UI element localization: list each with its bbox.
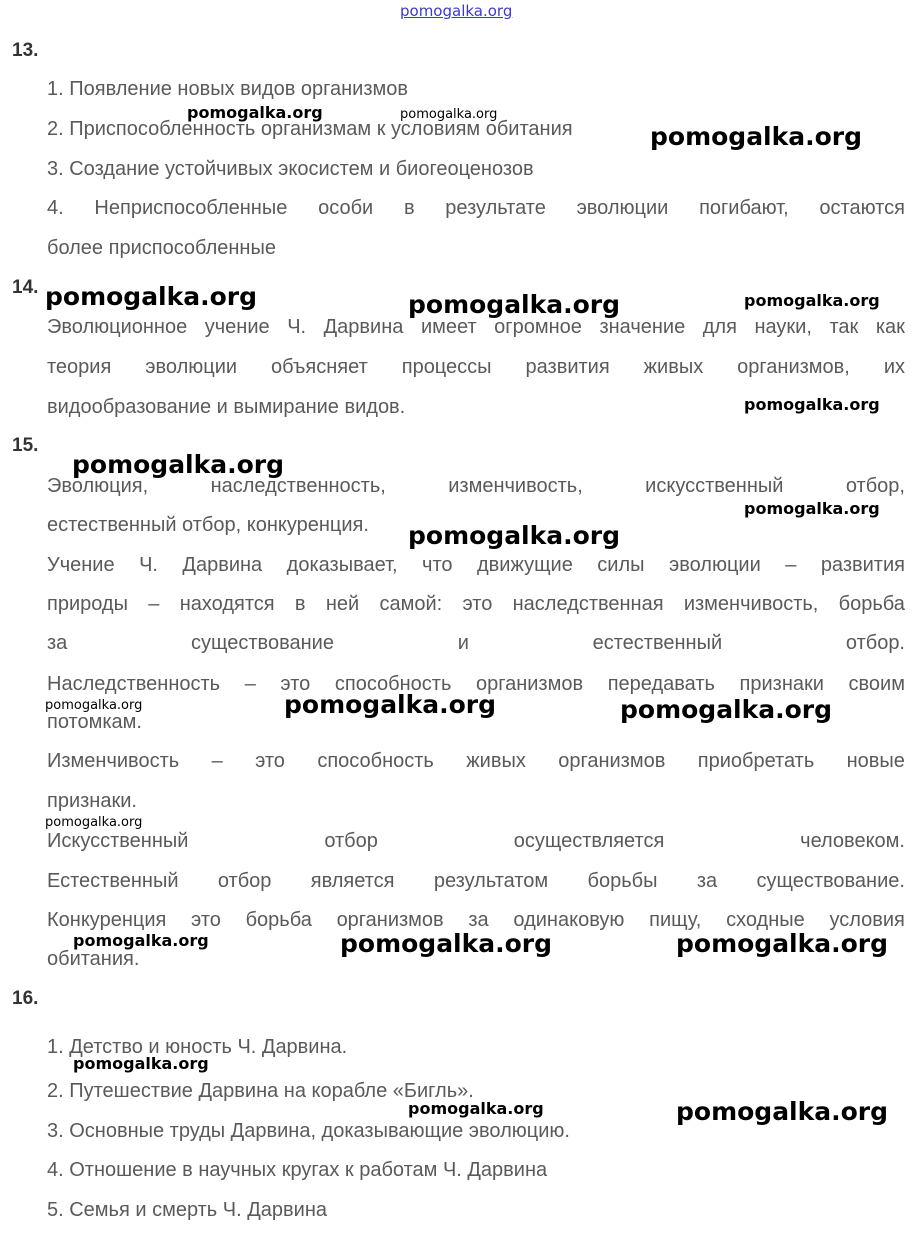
watermark: pomogalka.org [744, 291, 880, 310]
q15-p2: природы – находятся в ней самой: это наследственная изменчивость, борьба [47, 593, 905, 615]
watermark: pomogalka.org [45, 282, 258, 311]
q15-p5: Изменчивость – это способность живых организмов приобретать новые [47, 750, 905, 772]
q14-line-3: видообразование и вымирание видов. [47, 396, 406, 418]
watermark: pomogalka.org [187, 103, 323, 122]
q13-item-4-end: более приспособленные [47, 237, 276, 259]
q15-p3: за существование и естественный отбор. [47, 632, 905, 654]
q15-p8-end: обитания. [47, 948, 140, 970]
watermark: pomogalka.org [408, 521, 621, 550]
site-link[interactable]: pomogalka.org [400, 2, 513, 20]
q13-item-3: 3. Создание устойчивых экосистем и биогеоценозов [47, 158, 534, 180]
question-16-number: 16. [12, 988, 39, 1009]
watermark: pomogalka.org [408, 290, 621, 319]
watermark: pomogalka.org [45, 698, 143, 713]
watermark: pomogalka.org [73, 931, 209, 950]
watermark: pomogalka.org [676, 929, 889, 958]
q13-item-4-line: 4. Неприспособленные особи в результате эволюции погибают, остаются [47, 197, 905, 219]
watermark: pomogalka.org [620, 695, 833, 724]
watermark: pomogalka.org [400, 107, 498, 122]
q13-item-2: 2. Приспособленность организмам к условиям обитания [47, 118, 573, 140]
q13-item-1: 1. Появление новых видов организмов [47, 78, 409, 100]
q15-p4-end: потомкам. [47, 711, 142, 733]
q15-terms-end: естественный отбор, конкуренция. [47, 514, 369, 536]
watermark: pomogalka.org [73, 1054, 209, 1073]
watermark: pomogalka.org [45, 815, 143, 830]
watermark: pomogalka.org [72, 450, 285, 479]
watermark: pomogalka.org [284, 690, 497, 719]
q15-p7: Естественный отбор является результатом борьбы за существование. [47, 870, 905, 892]
q15-p1: Учение Ч. Дарвина доказывает, что движущие силы эволюции – развития [47, 554, 905, 576]
q16-item-5: 5. Семья и смерть Ч. Дарвина [47, 1199, 327, 1221]
q15-p6: Искусственный отбор осуществляется человеком. [47, 830, 905, 852]
q16-item-4: 4. Отношение в научных кругах к работам Ч. Дарвина [47, 1159, 548, 1181]
watermark: pomogalka.org [744, 499, 880, 518]
q16-item-3: 3. Основные труды Дарвина, доказывающие эволюцию. [47, 1120, 570, 1142]
question-15-number: 15. [12, 435, 39, 456]
q16-item-1: 1. Детство и юность Ч. Дарвина. [47, 1036, 348, 1058]
q15-p8: Конкуренция это борьба организмов за одинаковую пищу, сходные условия [47, 909, 905, 931]
q15-p4: Наследственность – это способность организмов передавать признаки своим [47, 673, 905, 695]
q16-item-2: 2. Путешествие Дарвина на корабле «Бигль». [47, 1080, 474, 1102]
question-13-number: 13. [12, 40, 39, 61]
watermark: pomogalka.org [676, 1097, 889, 1126]
watermark: pomogalka.org [650, 122, 863, 151]
question-14-number: 14. [12, 277, 39, 298]
q15-terms-line: Эволюция, наследственность, изменчивость, искусственный отбор, [47, 475, 905, 497]
watermark: pomogalka.org [340, 929, 553, 958]
q14-line-1: Эволюционное учение Ч. Дарвина имеет огромное значение для науки, так как [47, 316, 905, 338]
watermark: pomogalka.org [744, 395, 880, 414]
watermark: pomogalka.org [408, 1099, 544, 1118]
q15-p5-end: признаки. [47, 790, 137, 812]
q14-line-2: теория эволюции объясняет процессы развития живых организмов, их [47, 356, 905, 378]
